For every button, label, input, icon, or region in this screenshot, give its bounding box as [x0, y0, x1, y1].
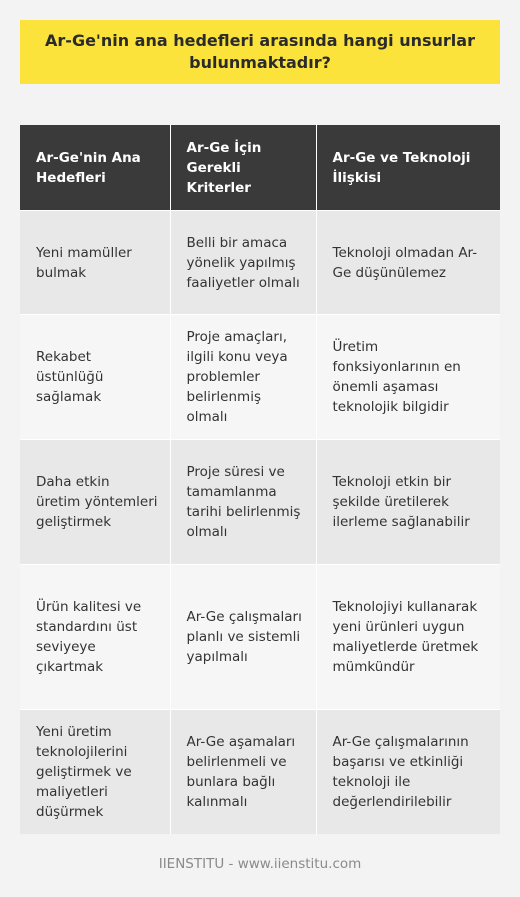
table-cell: Daha etkin üretim yöntemleri geliştirmek — [20, 440, 170, 565]
footer-credit: IIENSTITU - www.iienstitu.com — [158, 856, 362, 872]
column-header-technology: Ar-Ge ve Teknoloji İlişkisi — [316, 125, 500, 211]
table-cell: Yeni mamüller bulmak — [20, 211, 170, 315]
table-cell: Ar-Ge çalışmaları planlı ve sistemli yapılmalı — [170, 565, 316, 710]
table-row — [20, 440, 500, 565]
table-cell: Ar-Ge aşamaları belirlenmeli ve bunlara bağlı kalınmalı — [170, 710, 316, 835]
table-cell: Proje amaçları, ilgili konu veya problemler belirlenmiş olmalı — [170, 315, 316, 440]
table-cell: Ar-Ge çalışmalarının başarısı ve etkinliği teknoloji ile değerlendirilebilir — [316, 710, 500, 835]
table-cell: Teknolojiyi kullanarak yeni ürünleri uygun maliyetlerde üretmek mümkündür — [316, 565, 500, 710]
table-row — [20, 211, 500, 315]
table-cell: Ürün kalitesi ve standardını üst seviyeye çıkartmak — [20, 565, 170, 710]
title-banner — [20, 20, 500, 84]
table-cell: Yeni üretim teknolojilerini geliştirmek ve maliyetleri düşürmek — [20, 710, 170, 835]
table-cell: Proje süresi ve tamamlanma tarihi belirlenmiş olmalı — [170, 440, 316, 565]
table-row — [20, 565, 500, 710]
table-header-row — [20, 125, 500, 211]
table-cell: Belli bir amaca yönelik yapılmış faaliyetler olmalı — [170, 211, 316, 315]
table-cell: Üretim fonksiyonlarının en önemli aşaması teknolojik bilgidir — [316, 315, 500, 440]
table-row — [20, 315, 500, 440]
table-cell: Teknoloji olmadan Ar-Ge düşünülemez — [316, 211, 500, 315]
table-cell: Teknoloji etkin bir şekilde üretilerek ilerleme sağlanabilir — [316, 440, 500, 565]
column-header-goals: Ar-Ge'nin Ana Hedefleri — [20, 125, 170, 211]
page-title: Ar-Ge'nin ana hedefleri arasında hangi unsurlar bulunmaktadır? — [45, 31, 475, 72]
column-header-criteria: Ar-Ge İçin Gerekli Kriterler — [170, 125, 316, 211]
table-cell: Rekabet üstünlüğü sağlamak — [20, 315, 170, 440]
comparison-table — [20, 125, 500, 834]
table-row — [20, 710, 500, 835]
